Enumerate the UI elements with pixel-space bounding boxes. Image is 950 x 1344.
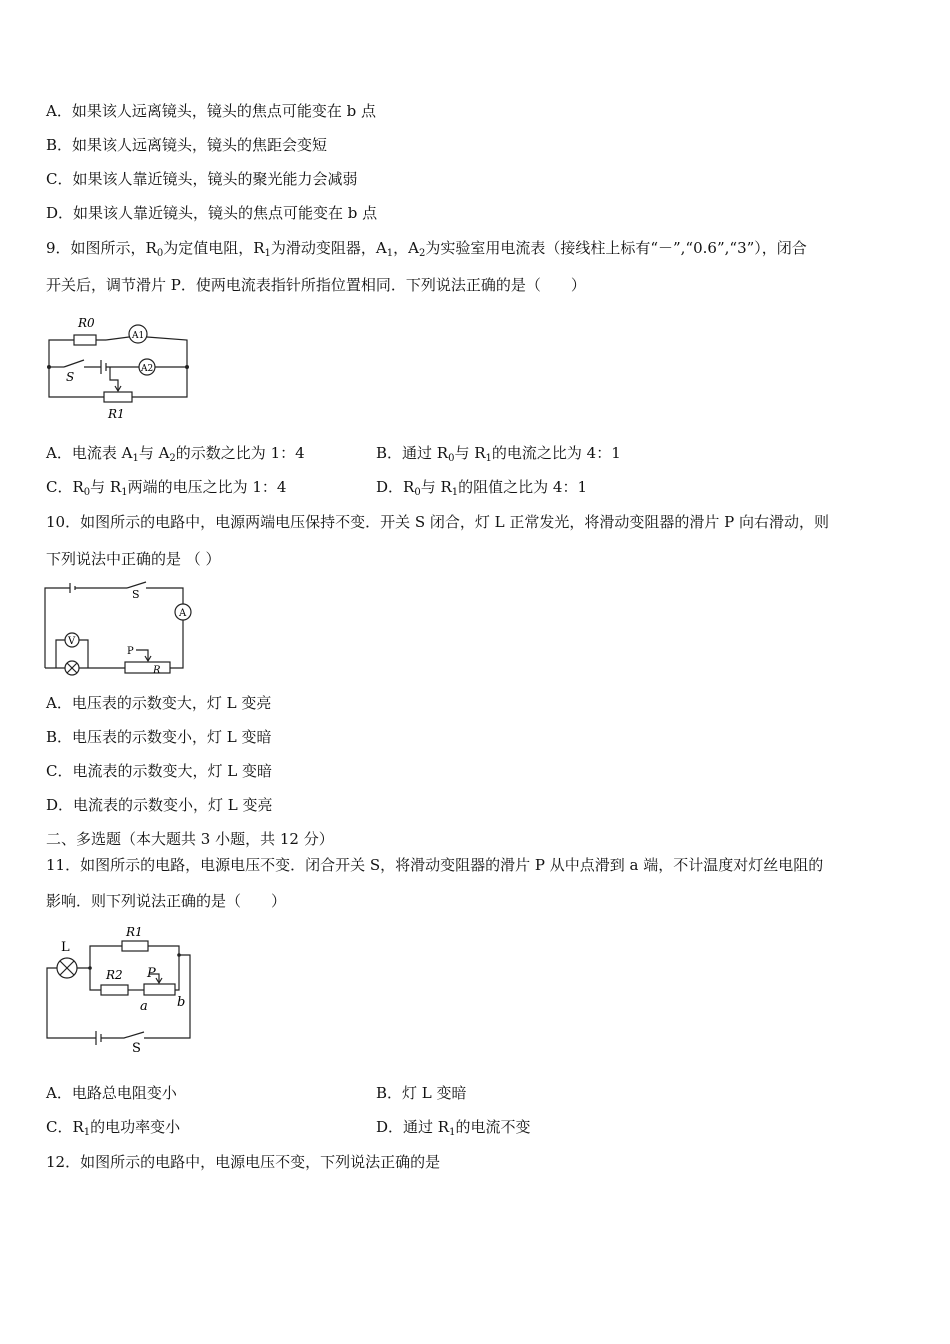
q10-stem-line1: 10．如图所示的电路中，电源两端电压保持不变．开关 S 闭合，灯 L 正常发光，将滑动变阻器的滑片 P 向右滑动，则 [46, 513, 830, 531]
q9-label-r0: R0 [78, 316, 95, 330]
q11-option-d: D．通过 $R_1$的电流不变 [376, 1118, 531, 1138]
q11-option-c: C．$R_1$的电功率变小 [46, 1118, 181, 1138]
q10-label-s: S [132, 588, 140, 601]
q9-stem-line1: 9．如图所示，$R_0$为定值电阻，$R_1$为滑动变阻器，$A_1$，$A_2$为实验室用电流表（接线柱上标有“－”,“0.6”,“3”），闭合 [46, 239, 807, 259]
q11-option-a: A．电路总电阻变小 [46, 1084, 177, 1102]
q9-label-a1: A1 [132, 331, 145, 341]
q10-option-c: C．电流表的示数变大，灯 L 变暗 [46, 762, 272, 780]
q9-label-a2: A2 [141, 364, 154, 374]
q11-label-r1: R1 [126, 925, 143, 939]
q9-option-b: B．通过 $R_0$与 $R_1$的电流之比为 4：1 [376, 444, 621, 464]
q10-stem-line2: 下列说法中正确的是 （ ） [46, 550, 221, 568]
q11-label-b: b [177, 995, 186, 1010]
q11-option-b: B．灯 L 变暗 [376, 1084, 467, 1102]
q11-label-p: P [147, 966, 156, 981]
q9-option-c: C．$R_0$与 $R_1$两端的电压之比为 1：4 [46, 478, 287, 498]
q10-label-r: R [153, 665, 161, 676]
q12-stem: 12．如图所示的电路中，电源电压不变，下列说法正确的是 [46, 1153, 441, 1171]
q8-option-d: D．如果该人靠近镜头，镜头的焦点可能变在 b 点 [46, 204, 378, 222]
q10-option-d: D．电流表的示数变小，灯 L 变亮 [46, 796, 273, 814]
q10-label-p: P [127, 646, 134, 657]
q10-label-a: A [179, 608, 187, 619]
q11-label-l: L [61, 940, 70, 955]
q10-label-v: V [68, 636, 76, 647]
q11-circuit-diagram [44, 920, 204, 1055]
section-heading-multiple-choice: 二、多选题（本大题共 3 小题，共 12 分） [46, 830, 334, 848]
q8-option-b: B．如果该人远离镜头，镜头的焦距会变短 [46, 136, 328, 154]
q9-stem-line2: 开关后，调节滑片 P．使两电流表指针所指位置相同．下列说法正确的是（ ） [46, 276, 586, 294]
q11-label-s: S [132, 1041, 141, 1056]
q8-option-c: C．如果该人靠近镜头，镜头的聚光能力会减弱 [46, 170, 358, 188]
q9-circuit-diagram [46, 308, 196, 423]
q11-stem-line1: 11．如图所示的电路，电源电压不变．闭合开关 S，将滑动变阻器的滑片 P 从中点滑到 a 端，不计温度对灯丝电阻的 [46, 856, 824, 874]
q9-option-d: D．$R_0$与 $R_1$的阻值之比为 4：1 [376, 478, 587, 498]
q10-circuit-diagram [42, 580, 202, 680]
q11-label-a: a [140, 999, 148, 1014]
q9-label-r1: R1 [108, 407, 125, 421]
q9-label-s: S [66, 370, 75, 384]
q11-stem-line2: 影响．则下列说法正确的是（ ） [46, 892, 287, 910]
q8-option-a: A．如果该人远离镜头，镜头的焦点可能变在 b 点 [46, 102, 376, 120]
q10-option-a: A．电压表的示数变大，灯 L 变亮 [46, 694, 272, 712]
q10-option-b: B．电压表的示数变小，灯 L 变暗 [46, 728, 272, 746]
q9-option-a: A．电流表 $A_1$与 $A_2$的示数之比为 1：4 [46, 444, 305, 464]
q11-label-r2: R2 [106, 968, 123, 982]
